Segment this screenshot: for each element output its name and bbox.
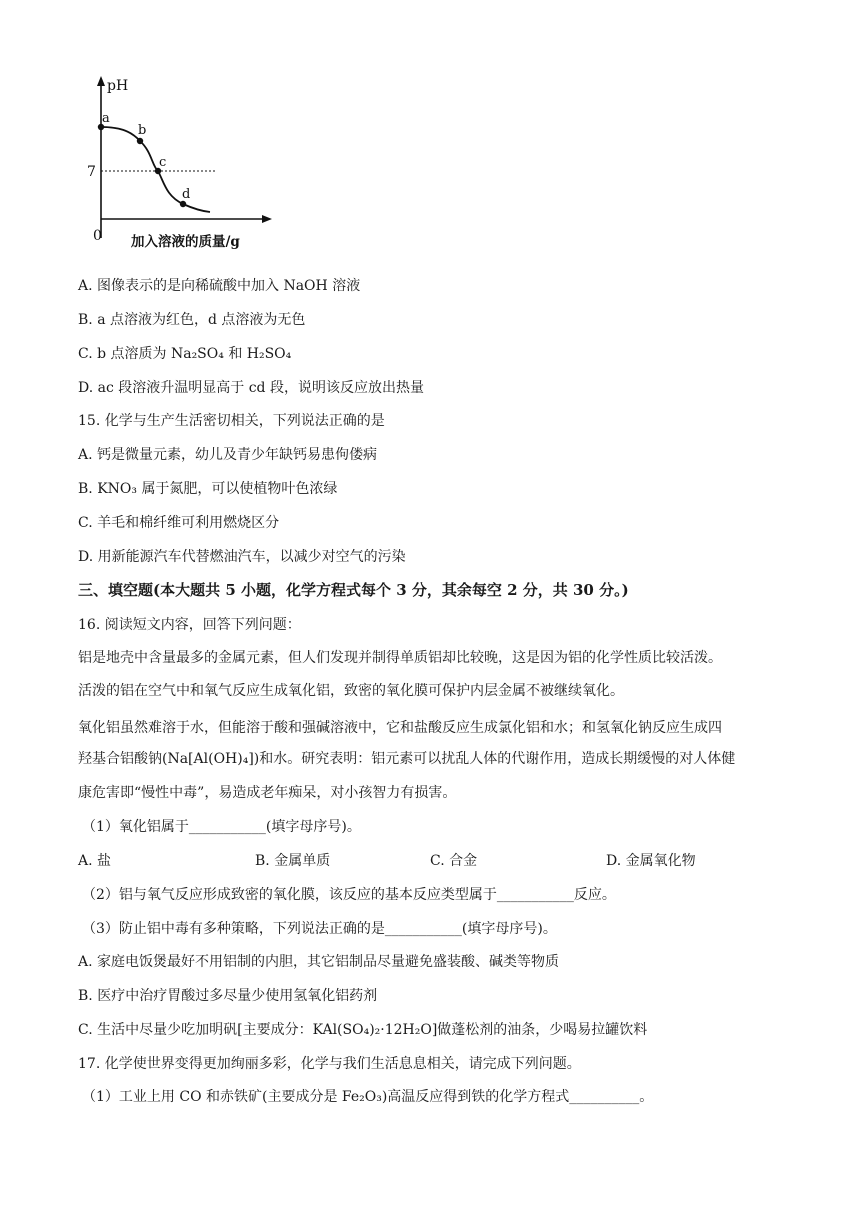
ph7-label: 7 [87,164,96,180]
q16-sub3-option-c: C. 生活中尽量少吃加明矾[主要成分：KAl(SO₄)₂·12H₂O]做蓬松剂的油条，少喝易拉罐饮料 [78,1022,648,1038]
q15-option-a: A. 钙是微量元素，幼儿及青少年缺钙易患佝偻病 [78,447,378,463]
point-c-label: c [159,155,167,170]
y-axis-arrow [97,76,105,86]
q16-sub1: （1）氧化铝属于___________(填字母序号)。 [82,819,361,835]
x-axis-label: 加入溶液的质量/g [131,234,240,250]
q15-option-d: D. 用新能源汽车代替燃油汽车，以减少对空气的污染 [78,549,406,565]
q16-sub2: （2）铝与氧气反应形成致密的氧化膜，该反应的基本反应类型属于___________反应。 [82,887,616,903]
q16-sub1-option-b: B. 金属单质 [255,853,331,869]
q14-option-c: C. b 点溶质为 Na₂SO₄ 和 H₂SO₄ [78,346,292,362]
q14-option-b: B. a 点溶液为红色，d 点溶液为无色 [78,312,306,328]
point-a-label: a [102,111,110,126]
q15-option-c: C. 羊毛和棉纤维可利用燃烧区分 [78,515,280,531]
q17-sub1: （1）工业上用 CO 和赤铁矿(主要成分是 Fe₂O₃)高温反应得到铁的化学方程式__________。 [82,1089,654,1105]
q16-sub3: （3）防止铝中毒有多种策略，下列说法正确的是___________(填字母序号)。 [82,921,557,937]
ph-curve-svg [78,70,278,252]
point-b-label: b [138,123,147,138]
q16-passage-line-1: 铝是地壳中含量最多的金属元素，但人们发现并制得单质铝却比较晚，这是因为铝的化学性质比较活泼。 [78,650,722,666]
q16-passage-line-3: 氧化铝虽然难溶于水，但能溶于酸和强碱溶液中，它和盐酸反应生成氯化铝和水；和氢氧化钠反应生成四 [78,720,722,736]
q16-sub1-option-a: A. 盐 [78,853,112,869]
q14-option-a: A. 图像表示的是向稀硫酸中加入 NaOH 溶液 [78,278,361,294]
q16-stem: 16. 阅读短文内容，回答下列问题： [78,617,301,633]
q16-sub3-option-a: A. 家庭电饭煲最好不用铝制的内胆，其它铝制品尽量避免盛装酸、碱类等物质 [78,954,560,970]
q15-option-b: B. KNO₃ 属于氮肥，可以使植物叶色浓绿 [78,481,338,497]
point-d-label: d [182,187,191,202]
origin-label: 0 [93,228,102,244]
q16-sub1-option-c: C. 合金 [430,853,478,869]
point-b [137,138,143,144]
y-axis-label: pH [107,78,129,94]
q14-option-d: D. ac 段溶液升温明显高于 cd 段，说明该反应放出热量 [78,380,424,396]
q15-stem: 15. 化学与生产生活密切相关，下列说法正确的是 [78,413,385,429]
ph-curve-figure [78,70,278,252]
q16-sub1-option-d: D. 金属氧化物 [606,853,696,869]
q16-passage-line-5: 康危害即“慢性中毒”，易造成老年痴呆，对小孩智力有损害。 [78,785,457,801]
section3-heading: 三、填空题(本大题共 5 小题，化学方程式每个 3 分，其余每空 2 分，共 30 分。) [78,581,629,599]
q16-passage-line-2: 活泼的铝在空气中和氧气反应生成氧化铝，致密的氧化膜可保护内层金属不被继续氧化。 [78,683,624,699]
q17-stem: 17. 化学使世界变得更加绚丽多彩，化学与我们生活息息相关，请完成下列问题。 [78,1056,581,1072]
q16-sub3-option-b: B. 医疗中治疗胃酸过多尽量少使用氢氧化铝药剂 [78,988,378,1004]
x-axis-arrow [262,215,272,223]
q16-passage-line-4: 羟基合铝酸钠(Na[Al(OH)₄])和水。研究表明：铝元素可以扰乱人体的代谢作用，造成长期缓慢的对人体健 [78,751,736,767]
